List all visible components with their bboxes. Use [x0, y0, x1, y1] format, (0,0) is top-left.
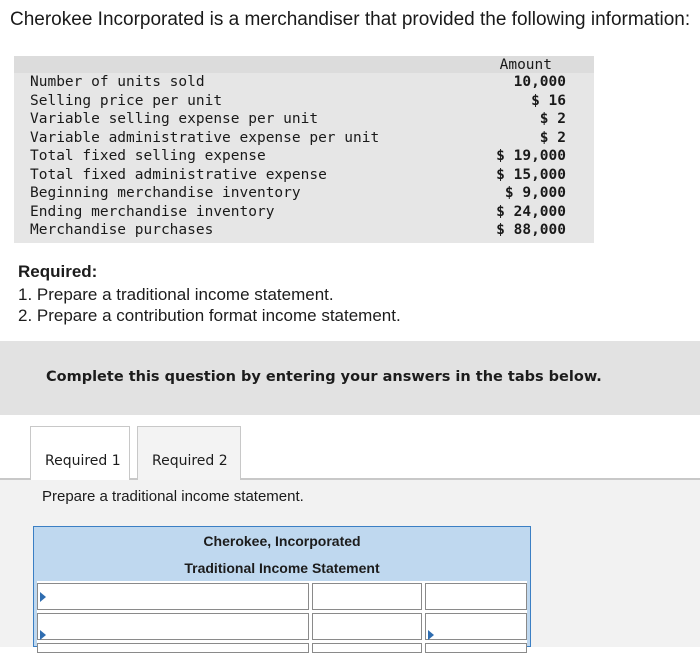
row-label: Ending merchandise inventory	[30, 203, 275, 220]
company-name: Cherokee, Incorporated	[203, 533, 361, 549]
statement-grid	[37, 581, 527, 647]
row-value: $ 24,000	[496, 203, 566, 220]
data-row	[14, 74, 594, 93]
line-item-select[interactable]	[37, 613, 309, 640]
data-row	[14, 204, 594, 223]
dropdown-marker-icon	[428, 630, 434, 640]
given-data-table	[14, 56, 594, 243]
required-title: Required:	[18, 262, 98, 281]
required-item: 1. Prepare a traditional income statement.	[18, 285, 334, 304]
tab-instruction: Prepare a traditional income statement.	[42, 488, 304, 505]
row-label: Total fixed selling expense	[30, 148, 266, 164]
data-row	[14, 111, 594, 130]
tab-required-1[interactable]	[30, 426, 130, 480]
banner-text: Complete this question by entering your answers in the tabs below.	[46, 369, 602, 385]
row-value: $ 16	[531, 92, 566, 109]
data-row	[14, 130, 594, 149]
required-item: 2. Prepare a contribution format income statement.	[18, 306, 401, 325]
dropdown-marker-icon	[40, 592, 46, 602]
row-value: $ 88,000	[496, 222, 566, 238]
row-label: Number of units sold	[30, 74, 205, 90]
required-section	[18, 262, 401, 326]
total-input[interactable]	[425, 613, 527, 640]
row-value: $ 9,000	[504, 185, 566, 201]
amount-header-label: Amount	[499, 57, 552, 73]
instructions-banner	[0, 341, 700, 415]
tab-label: Required 1	[45, 453, 121, 469]
row-label: Merchandise purchases	[30, 222, 214, 238]
row-label: Selling price per unit	[30, 92, 223, 109]
data-row	[14, 222, 594, 241]
income-statement-form	[33, 526, 531, 647]
dropdown-marker-icon	[40, 630, 46, 640]
row-value: $ 2	[539, 111, 566, 127]
amount-column-header	[14, 56, 594, 73]
row-value: $ 19,000	[496, 148, 566, 164]
data-row	[14, 185, 594, 204]
data-row	[14, 93, 594, 112]
row-label: Variable selling expense per unit	[30, 111, 319, 127]
line-item-select[interactable]	[37, 583, 309, 610]
tab-required-2[interactable]	[137, 426, 241, 480]
row-value: 10,000	[513, 74, 566, 90]
amount-input[interactable]	[312, 583, 422, 610]
amount-input[interactable]	[312, 613, 422, 640]
total-input[interactable]	[425, 643, 527, 653]
row-value: $ 2	[539, 129, 566, 146]
row-label: Beginning merchandise inventory	[30, 185, 301, 201]
row-label: Total fixed administrative expense	[30, 166, 327, 183]
total-input[interactable]	[425, 583, 527, 610]
row-value: $ 15,000	[496, 166, 566, 183]
data-row	[14, 167, 594, 186]
amount-input[interactable]	[312, 643, 422, 653]
statement-title: Traditional Income Statement	[184, 560, 380, 576]
tab-label: Required 2	[152, 453, 228, 469]
data-row	[14, 148, 594, 167]
row-label: Variable administrative expense per unit	[30, 129, 380, 146]
statement-header	[34, 527, 530, 581]
line-item-select[interactable]	[37, 643, 309, 653]
problem-intro: Cherokee Incorporated is a merchandiser that provided the following information:	[10, 9, 691, 30]
